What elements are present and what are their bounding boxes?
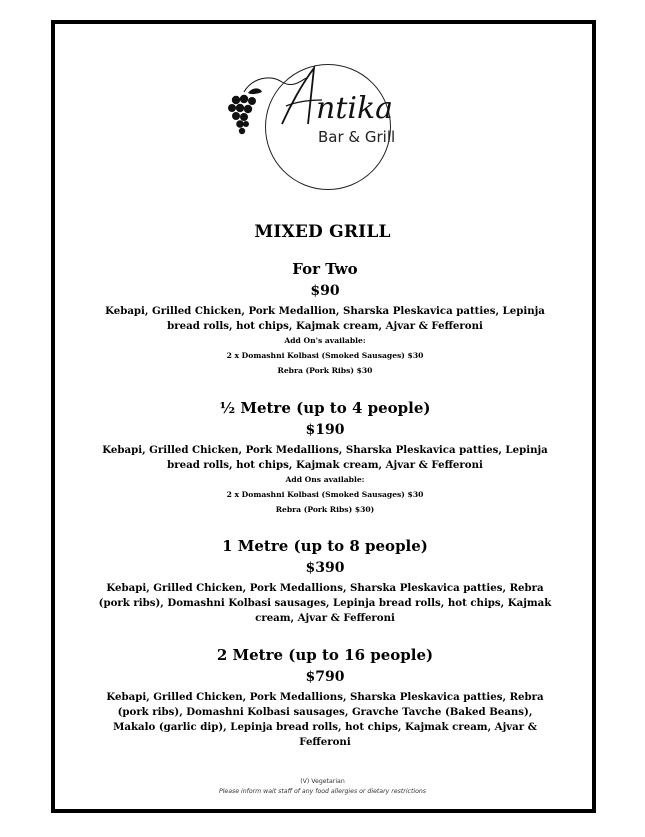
- addons-list: [95, 474, 555, 516]
- addon-item: 2 x Domashni Kolbasi (Smoked Sausages) $30: [226, 490, 424, 499]
- menu-section-1-metre: [95, 536, 555, 626]
- allergy-note: Please inform wait staff of any food allergies or dietary restrictions: [218, 788, 427, 795]
- section-title: ½ Metre (up to 4 people): [219, 399, 431, 417]
- menu-section-2-metre: [95, 645, 555, 750]
- addons-list: [95, 335, 555, 377]
- logo-wordmark: [268, 62, 398, 137]
- section-description: Kebapi, Grilled Chicken, Pork Medallions, Sharska Pleskavica patties, Rebra (pork ribs), Domashni Kolbasi sausages, Gravche Tavche (Baked Beans), Makalo (garlic dip), Lepinja bread rolls, hot chips, Kajmak cream, Ajvar & Fefferoni: [106, 691, 544, 748]
- addon-item: Rebra (Pork Ribs) $30): [275, 505, 375, 514]
- footer: [0, 777, 645, 797]
- section-description: Kebapi, Grilled Chicken, Pork Medallions, Sharska Pleskavica patties, Lepinja bread rolls, hot chips, Kajmak cream, Ajvar & Fefferoni: [102, 444, 548, 471]
- addons-heading: Add Ons available:: [285, 475, 365, 484]
- menu-section-half-metre: [95, 398, 555, 516]
- logo-name-text: ntika: [316, 91, 394, 126]
- logo-subtitle: Bar & Grill: [318, 128, 396, 146]
- section-price: $390: [305, 560, 345, 576]
- section-description: Kebapi, Grilled Chicken, Pork Medallions, Sharska Pleskavica patties, Rebra (pork ribs), Domashni Kolbasi sausages, Lepinja bread rolls, hot chips, Kajmak cream, Ajvar & Fefferoni: [98, 582, 552, 624]
- menu-title: MIXED GRILL: [254, 222, 391, 242]
- section-description: Kebapi, Grilled Chicken, Pork Medallion, Sharska Pleskavica patties, Lepinja bread rolls, hot chips, Kajmak cream, Ajvar & Fefferoni: [105, 305, 545, 332]
- section-price: $90: [310, 283, 340, 299]
- addon-item: Rebra (Pork Ribs) $30: [277, 366, 373, 375]
- vegetarian-legend: (V) Vegetarian: [300, 778, 345, 785]
- menu-section-for-two: [95, 259, 555, 377]
- section-title: 1 Metre (up to 8 people): [222, 537, 428, 555]
- section-price: $790: [305, 669, 345, 685]
- addon-item: 2 x Domashni Kolbasi (Smoked Sausages) $30: [226, 351, 424, 360]
- section-title: 2 Metre (up to 16 people): [216, 646, 434, 664]
- section-title: For Two: [292, 260, 358, 278]
- section-price: $190: [305, 422, 345, 438]
- addons-heading: Add On's available:: [284, 336, 366, 345]
